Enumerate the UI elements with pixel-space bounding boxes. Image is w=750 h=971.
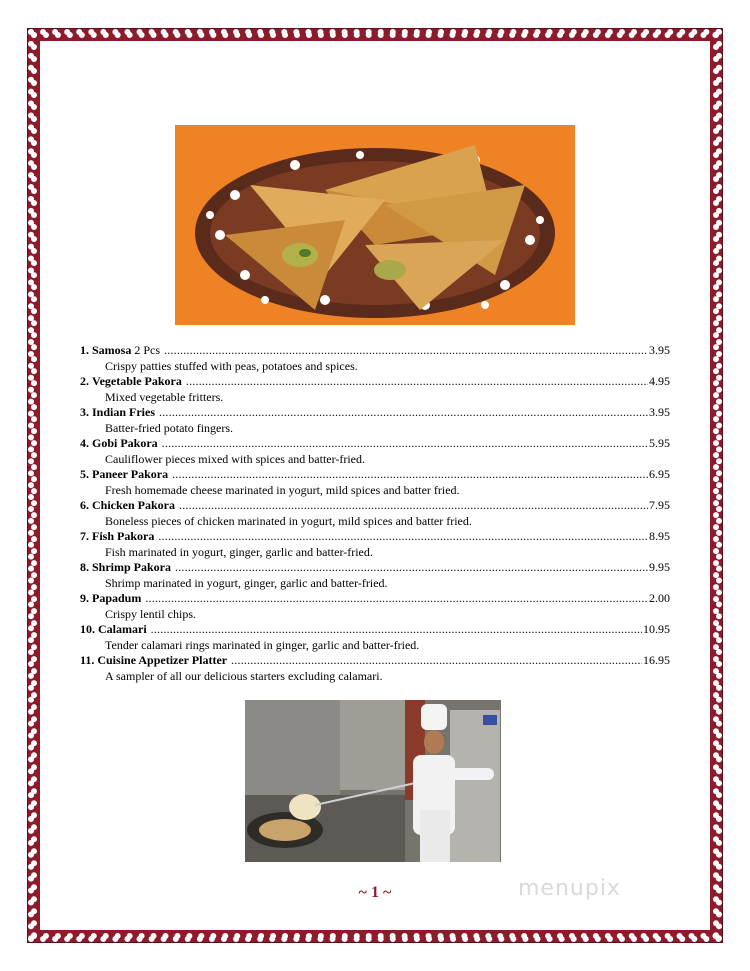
appetizer-menu: [80, 343, 670, 684]
item-number: 4.: [80, 436, 89, 450]
item-price: 10.95: [643, 622, 670, 636]
item-price: 3.95: [649, 405, 670, 419]
menu-item-papadum: [80, 591, 670, 622]
item-name: Paneer Pakora: [92, 467, 169, 481]
item-price: 2.00: [649, 591, 670, 605]
dot-leader: [162, 436, 648, 452]
item-price: 4.95: [649, 374, 670, 388]
chef-illustration: [245, 700, 501, 862]
dot-leader: [175, 560, 648, 576]
item-quantity: 2 Pcs: [134, 343, 161, 357]
page-number: ~ 1 ~: [358, 884, 392, 901]
item-number: 1.: [80, 343, 89, 357]
menu-item-indian-fries: [80, 405, 670, 436]
dot-leader: [158, 529, 648, 545]
menu-item-chicken-pakora: [80, 498, 670, 529]
item-price: 16.95: [643, 653, 670, 667]
item-number: 6.: [80, 498, 89, 512]
item-description: Fish marinated in yogurt, ginger, garlic and batter-fried.: [105, 544, 373, 559]
item-name: Shrimp Pakora: [92, 560, 172, 574]
item-description: Boneless pieces of chicken marinated in yogurt, mild spices and batter fried.: [105, 513, 472, 528]
item-description: Cauliflower pieces mixed with spices and batter-fried.: [105, 451, 366, 466]
menu-item-calamari: [80, 622, 670, 653]
item-name: Gobi Pakora: [92, 436, 158, 450]
item-description: Mixed vegetable fritters.: [105, 389, 224, 404]
item-description: Fresh homemade cheese marinated in yogurt, mild spices and batter fried.: [105, 482, 460, 497]
item-description: Shrimp marinated in yogurt, ginger, garlic and batter-fried.: [105, 575, 388, 590]
menu-item-fish-pakora: [80, 529, 670, 560]
item-name: Cuisine Appetizer Platter: [97, 653, 228, 667]
item-number: 3.: [80, 405, 89, 419]
item-number: 9.: [80, 591, 89, 605]
item-price: 6.95: [649, 467, 670, 481]
item-number: 2.: [80, 374, 89, 388]
item-number: 7.: [80, 529, 89, 543]
item-price: 8.95: [649, 529, 670, 543]
item-number: 5.: [80, 467, 89, 481]
item-name: Papadum: [92, 591, 142, 605]
item-description: Crispy lentil chips.: [105, 606, 196, 621]
menu-item-paneer-pakora: [80, 467, 670, 498]
item-number: 10.: [80, 622, 95, 636]
menu-item-vegetable-pakora: [80, 374, 670, 405]
dot-leader: [172, 467, 648, 483]
dot-leader: [164, 343, 648, 359]
menu-item-shrimp-pakora: [80, 560, 670, 591]
item-price: 3.95: [649, 343, 670, 357]
item-description: Crispy patties stuffed with peas, potatoes and spices.: [105, 358, 358, 373]
item-name: Vegetable Pakora: [92, 374, 182, 388]
samosa-photo: [175, 125, 575, 325]
dot-leader: [159, 405, 648, 421]
chef-tandoor-photo: [245, 700, 501, 862]
item-description: A sampler of all our delicious starters excluding calamari.: [105, 668, 383, 683]
dot-leader: [145, 591, 648, 607]
item-name: Indian Fries: [92, 405, 156, 419]
item-description: Batter-fried potato fingers.: [105, 420, 234, 435]
item-description: Tender calamari rings marinated in ginger, garlic and batter-fried.: [105, 637, 420, 652]
item-name: Samosa: [92, 343, 132, 357]
dot-leader: [151, 622, 642, 638]
item-number: 11.: [80, 653, 95, 667]
item-number: 8.: [80, 560, 89, 574]
item-name: Fish Pakora: [92, 529, 155, 543]
item-name: Calamari: [98, 622, 147, 636]
watermark: menupix: [518, 876, 621, 901]
dot-leader: [186, 374, 648, 390]
item-name: Chicken Pakora: [92, 498, 176, 512]
item-price: 5.95: [649, 436, 670, 450]
menu-item-samosa: [80, 343, 670, 374]
samosa-illustration: [175, 125, 575, 325]
menu-item-appetizer-platter: [80, 653, 670, 684]
dot-leader: [231, 653, 642, 669]
item-price: 7.95: [649, 498, 670, 512]
item-price: 9.95: [649, 560, 670, 574]
menu-item-gobi-pakora: [80, 436, 670, 467]
dot-leader: [179, 498, 648, 514]
